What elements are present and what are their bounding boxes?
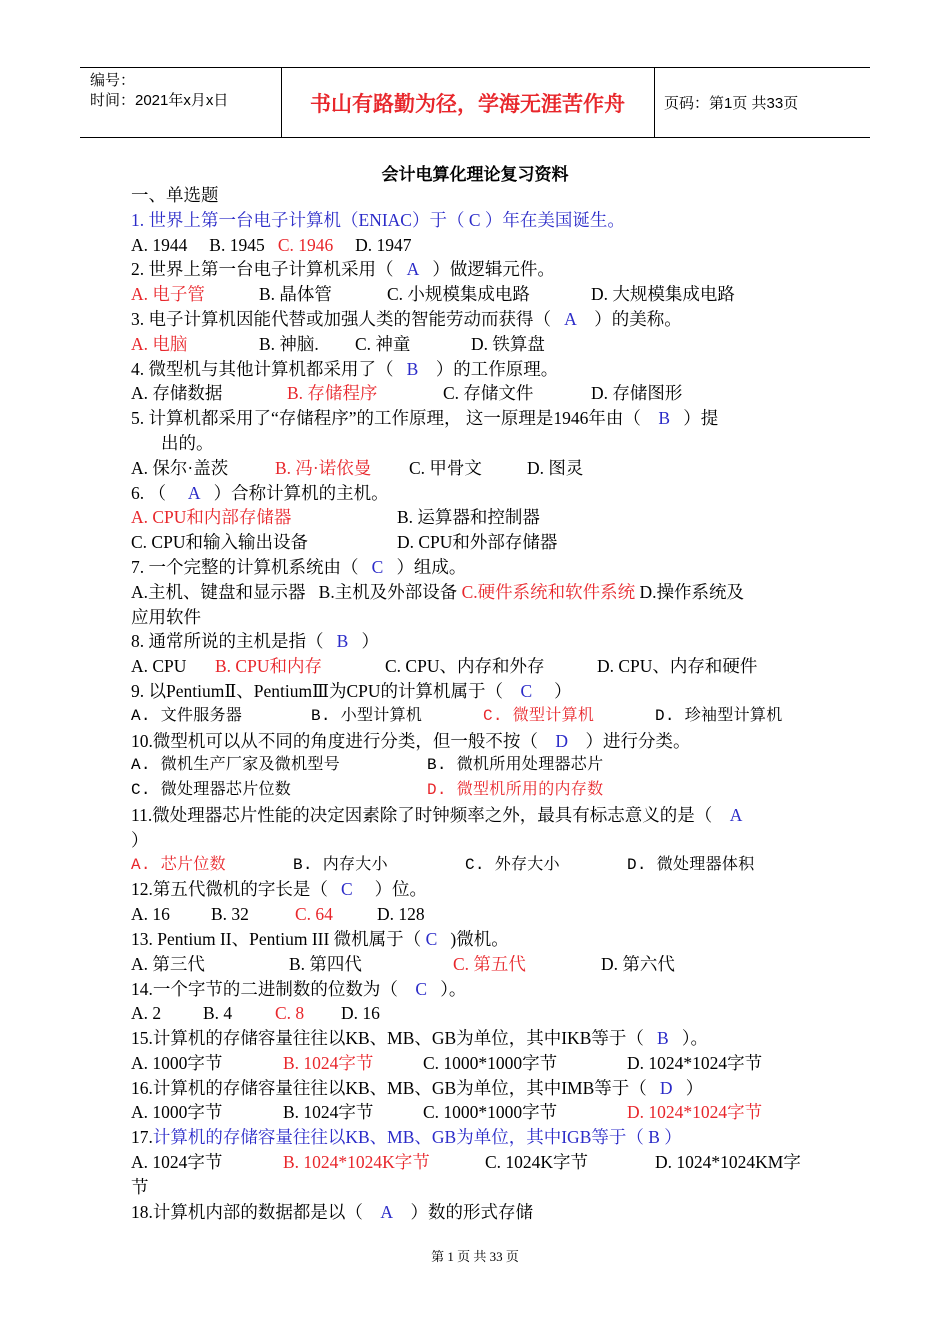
option: A. 1000字节 xyxy=(131,1102,223,1123)
question-12 xyxy=(131,877,826,902)
option-correct: B. 1024*1024K字节 xyxy=(283,1152,430,1173)
question-text: 2. 世界上第一台电子计算机采用（ xyxy=(131,259,394,280)
options-10b xyxy=(131,778,826,803)
option: D. CPU、内存和硬件 xyxy=(597,656,758,677)
option-correct: C. 8 xyxy=(275,1003,305,1024)
option: C. 1000*1000字节 xyxy=(423,1052,558,1073)
question-text: ）数的形式存储 xyxy=(410,1201,534,1222)
question-5 xyxy=(131,406,826,431)
option: B. 4 xyxy=(203,1003,233,1024)
question-text: ）做逻辑元件。 xyxy=(432,259,555,280)
option: D. 1947 xyxy=(355,234,412,255)
option-correct: C. 第五代 xyxy=(453,953,526,974)
option-correct: A. CPU和内部存储器 xyxy=(131,507,292,528)
answer: A xyxy=(187,482,201,503)
question-text: ）的美称。 xyxy=(594,308,682,329)
document-title: 会计电算化理论复习资料 xyxy=(381,165,569,184)
options-6b xyxy=(131,530,826,555)
question-list xyxy=(131,183,826,1224)
question-10 xyxy=(131,729,826,754)
option-correct: B. 存储程序 xyxy=(287,383,378,404)
question-3 xyxy=(131,307,826,332)
question-2 xyxy=(131,257,826,282)
option: D. 铁算盘 xyxy=(471,333,545,354)
question-text: ）提 xyxy=(683,408,719,429)
question-text: ）组成。 xyxy=(396,556,467,577)
option-correct: B. 1024字节 xyxy=(283,1052,374,1073)
option: D. 第六代 xyxy=(601,953,675,974)
answer: B xyxy=(336,631,349,652)
option-correct: C.硬件系统和软件系统 xyxy=(461,581,636,602)
option: D. 16 xyxy=(341,1003,380,1024)
question-text: 计算机的存储容量往往以KB、MB、GB为单位，其中IGB等于（ B ） xyxy=(152,1127,682,1148)
option-correct: C. 微型计算机 xyxy=(483,706,595,725)
question-7 xyxy=(131,555,826,580)
answer: A xyxy=(380,1201,394,1222)
options-10a xyxy=(131,753,826,778)
options-11 xyxy=(131,853,826,878)
option: D. 1024*1024KM字 xyxy=(655,1152,801,1173)
option: C. 1000*1000字节 xyxy=(423,1102,558,1123)
option: A. 1944 xyxy=(131,234,188,255)
answer: C xyxy=(341,879,353,900)
question-text: ）的工作原理。 xyxy=(435,358,559,379)
question-9 xyxy=(131,679,826,704)
option: A. CPU xyxy=(131,656,187,677)
question-text: 18.计算机内部的数据都是以（ xyxy=(131,1201,363,1222)
option-correct: D. 1024*1024字节 xyxy=(627,1102,763,1123)
header-table xyxy=(80,67,870,138)
option: B. 32 xyxy=(211,904,249,925)
option-correct: C. 64 xyxy=(295,904,333,925)
option: C. 1024K字节 xyxy=(485,1152,589,1173)
question-text: ） xyxy=(361,631,379,652)
options-17 xyxy=(131,1150,826,1175)
option: B. 小型计算机 xyxy=(311,706,423,725)
question-6 xyxy=(131,481,826,506)
question-text: 13. Pentium II、Pentium III 微机属于（ xyxy=(131,928,422,949)
question-text: 12.第五代微机的字长是（ xyxy=(131,879,328,900)
option: A. 保尔·盖茨 xyxy=(131,457,229,478)
question-text: ）。 xyxy=(681,1028,709,1049)
page-label: 页码：第1页 共33页 xyxy=(664,95,799,112)
option: A. 微机生产厂家及微机型号 xyxy=(131,756,341,775)
answer: D xyxy=(555,730,569,751)
options-1 xyxy=(131,233,826,258)
option: C. 甲骨文 xyxy=(409,457,482,478)
option: A. 第三代 xyxy=(131,953,205,974)
section-heading: 一、单选题 xyxy=(131,185,219,205)
option: C. CPU和输入输出设备 xyxy=(131,532,308,553)
question-text: ）进行分类。 xyxy=(585,730,691,751)
question-text: ） xyxy=(685,1077,704,1098)
option-correct: B. CPU和内存 xyxy=(215,656,322,677)
option: B. 运算器和控制器 xyxy=(397,507,540,528)
option: D. 128 xyxy=(377,904,425,925)
answer: B xyxy=(406,358,419,379)
option: D. 图灵 xyxy=(527,457,584,478)
question-11 xyxy=(131,803,826,828)
options-3 xyxy=(131,332,826,357)
options-5 xyxy=(131,456,826,481)
answer: C xyxy=(371,556,384,577)
answer: B xyxy=(658,408,671,429)
option: D. 大规模集成电路 xyxy=(591,284,735,305)
options-15 xyxy=(131,1051,826,1076)
option-correct: B. 冯·诺依曼 xyxy=(275,457,372,478)
options-4 xyxy=(131,381,826,406)
question-text: 15.计算机的存储容量往往以KB、MB、GB为单位，其中IKB等于（ xyxy=(131,1028,644,1049)
question-1: 1. 世界上第一台电子计算机（ENIAC）于（ C ）年在美国诞生。 xyxy=(131,209,625,230)
option-correct: A. 电子管 xyxy=(131,284,205,305)
answer: C xyxy=(425,928,438,949)
question-text: 16.计算机的存储容量往往以KB、MB、GB为单位，其中IMB等于（ xyxy=(131,1077,647,1098)
options-6a xyxy=(131,505,826,530)
question-number: 17. xyxy=(131,1127,153,1148)
question-15 xyxy=(131,1026,826,1051)
question-17 xyxy=(131,1125,826,1150)
number-label: 编号： xyxy=(90,72,136,89)
question-text: 3. 电子计算机因能代替或加强人类的智能劳动而获得（ xyxy=(131,308,551,329)
option: A. 2 xyxy=(131,1003,162,1024)
question-text: 9. 以PentiumⅡ、PentiumⅢ为CPU的计算机属于（ xyxy=(131,680,503,701)
options-16 xyxy=(131,1100,826,1125)
answer: A xyxy=(406,259,420,280)
question-text: ）。 xyxy=(440,978,467,999)
option: D. 存储图形 xyxy=(591,383,683,404)
motto: 书山有路勤为径，学海无涯苦作舟 xyxy=(310,91,625,116)
option-correct: A. 芯片位数 xyxy=(131,855,226,874)
option: D. 微处理器体积 xyxy=(627,855,755,874)
option: C. 微处理器芯片位数 xyxy=(131,781,292,800)
answer: B xyxy=(657,1028,669,1049)
question-14 xyxy=(131,977,826,1002)
option: A. 文件服务器 xyxy=(131,706,243,725)
answer: C xyxy=(415,978,428,999)
options-8 xyxy=(131,654,826,679)
options-7 xyxy=(131,580,826,605)
question-text: 11.微处理器芯片性能的决定因素除了时钟频率之外，最具有标志意义的是（ xyxy=(131,804,713,825)
option: A. 1024字节 xyxy=(131,1152,223,1173)
options-12 xyxy=(131,902,826,927)
option: B. 晶体管 xyxy=(259,284,332,305)
question-18 xyxy=(131,1200,826,1225)
question-8 xyxy=(131,629,826,654)
time-label: 时间：2021年x月x日 xyxy=(90,92,229,109)
question-text: )微机。 xyxy=(450,928,509,949)
question-text: ） xyxy=(554,680,572,701)
option: A.主机、键盘和显示器 xyxy=(131,581,306,602)
option: B. 神脑. xyxy=(259,333,319,354)
question-text: 8. 通常所说的主机是指（ xyxy=(131,631,324,652)
answer: D xyxy=(659,1077,673,1098)
options-2 xyxy=(131,282,826,307)
question-11-continued: ） xyxy=(131,829,149,850)
question-text: 14.一个字节的二进制数的位数为（ xyxy=(131,978,398,999)
option: B. 1945 xyxy=(209,234,265,255)
options-17-continued: 节 xyxy=(131,1176,149,1197)
option: D.操作系统及 xyxy=(639,581,744,602)
option: B.主机及外部设备 xyxy=(318,581,458,602)
question-16 xyxy=(131,1076,826,1101)
option: D. CPU和外部存储器 xyxy=(397,532,558,553)
question-text: 7. 一个完整的计算机系统由（ xyxy=(131,556,359,577)
question-text: 5. 计算机都采用了“存储程序”的工作原理， 这一原理是1946年由（ xyxy=(131,408,641,429)
options-7-continued: 应用软件 xyxy=(131,606,201,627)
option: C. 神童 xyxy=(355,333,411,354)
question-text: 10.微型机可以从不同的角度进行分类，但一般不按（ xyxy=(131,730,538,751)
option: D. 1024*1024字节 xyxy=(627,1052,763,1073)
page-footer: 第 1 页 共 33 页 xyxy=(431,1249,519,1264)
answer: A xyxy=(729,804,743,825)
option: A. 1000字节 xyxy=(131,1052,223,1073)
option-correct: D. 微型机所用的内存数 xyxy=(427,781,604,800)
header-divider xyxy=(654,68,655,137)
question-5-continued: 出的。 xyxy=(161,432,214,453)
option: C. CPU、内存和外存 xyxy=(385,656,545,677)
question-13 xyxy=(131,927,826,952)
question-text: 6. （ xyxy=(131,482,166,503)
answer: A xyxy=(564,308,577,329)
option-correct: A. 电脑 xyxy=(131,333,188,354)
option: A. 16 xyxy=(131,904,170,925)
option: D. 珍袖型计算机 xyxy=(655,706,783,725)
question-text: 4. 微型机与其他计算机都采用了（ xyxy=(131,358,394,379)
options-14 xyxy=(131,1001,826,1026)
question-4 xyxy=(131,357,826,382)
question-text: ）合称计算机的主机。 xyxy=(213,482,389,503)
options-9 xyxy=(131,704,826,729)
option: C. 外存大小 xyxy=(465,855,560,874)
option: B. 1024字节 xyxy=(283,1102,374,1123)
option: B. 内存大小 xyxy=(293,855,388,874)
question-text: ）位。 xyxy=(374,879,428,900)
option: B. 微机所用处理器芯片 xyxy=(427,756,604,775)
option: C. 小规模集成电路 xyxy=(387,284,530,305)
header-left-cell xyxy=(90,71,228,111)
option: B. 第四代 xyxy=(289,953,362,974)
answer: C xyxy=(520,680,533,701)
option: C. 存储文件 xyxy=(443,383,534,404)
options-13 xyxy=(131,952,826,977)
option: A. 存储数据 xyxy=(131,383,223,404)
option-correct: C. 1946 xyxy=(277,234,334,255)
